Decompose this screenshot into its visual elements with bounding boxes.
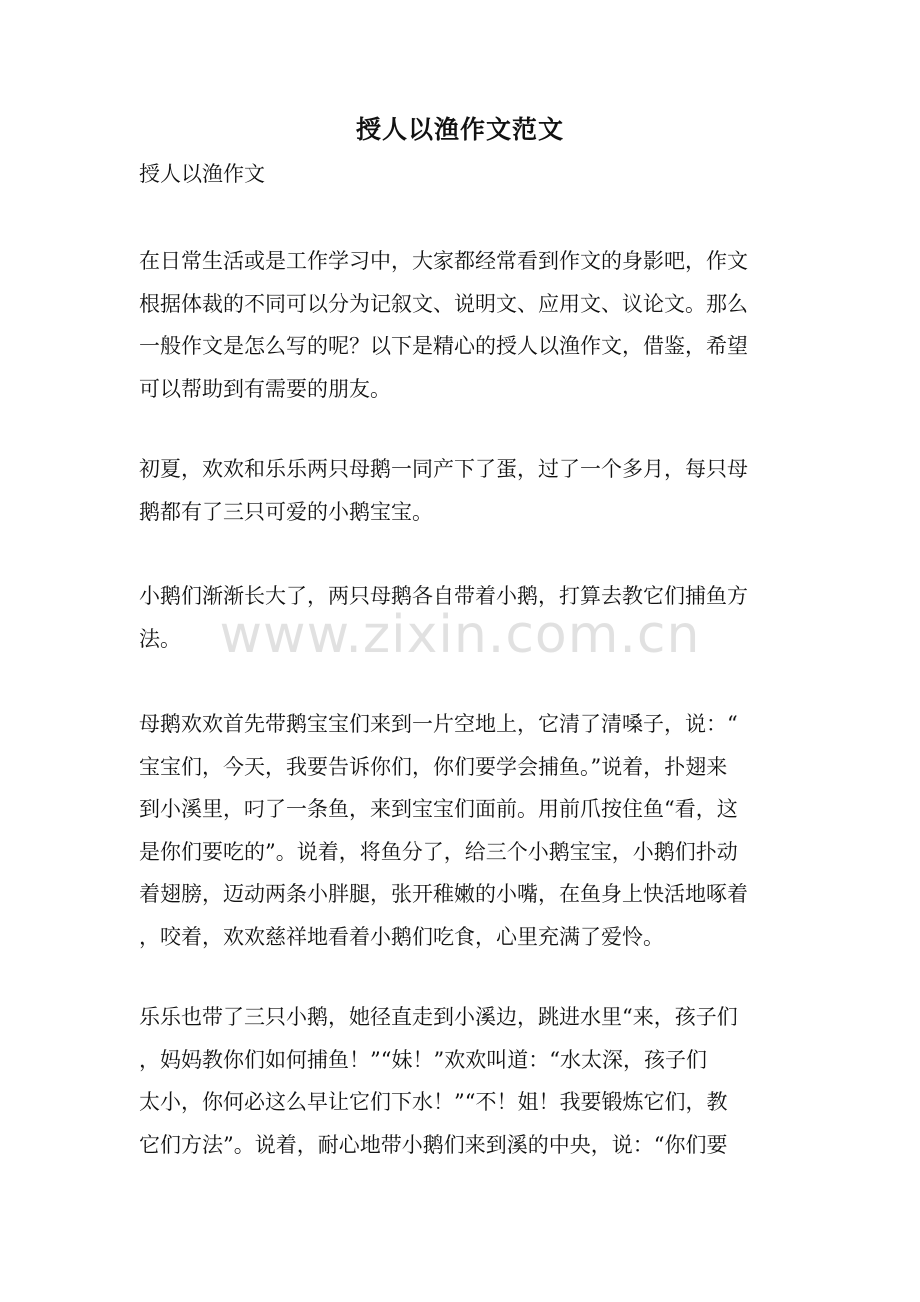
document-title: 授人以渔作文范文	[355, 115, 564, 144]
text-line: 初夏，欢欢和乐乐两只母鹅一同产下了蛋，过了一个多月，每只母	[139, 457, 748, 481]
paragraph-lele	[139, 996, 779, 1166]
text-line: 是你们要吃的”。说着，将鱼分了，给三个小鹅宝宝，小鹅们扑动	[139, 839, 738, 864]
paragraph-intro	[139, 240, 779, 410]
text-line: 根据体裁的不同可以分为记叙文、说明文、应用文、议论文。那么	[139, 291, 748, 316]
watermark: www.zixin.com.cn	[219, 605, 701, 665]
paragraph-huanhuan	[139, 703, 779, 958]
text-line: 它们方法”。说着，耐心地带小鹅们来到溪的中央，说：“你们要	[139, 1132, 728, 1157]
text-line: 着翅膀，迈动两条小胖腿，张开稚嫩的小嘴，在鱼身上快活地啄着	[139, 882, 748, 906]
text-line: 法。	[139, 626, 181, 651]
paragraph-goslings-grow	[139, 575, 779, 660]
text-line: ，咬着，欢欢慈祥地看着小鹅们吃食，心里充满了爱怜。	[139, 924, 664, 949]
document-subtitle: 授人以渔作文	[139, 162, 265, 186]
text-line: 小鹅们渐渐长大了，两只母鹅各自带着小鹅，打算去教它们捕鱼方	[139, 584, 748, 608]
paragraph-early-summer	[139, 448, 779, 533]
text-line: 乐乐也带了三只小鹅，她径直走到小溪边，跳进水里“来，孩子们	[139, 1005, 738, 1029]
text-line: 太小，你何必这么早让它们下水！”“不！姐！我要锻炼它们，教	[139, 1090, 728, 1114]
text-line: 宝宝们，今天，我要告诉你们，你们要学会捕鱼。”说着，扑翅来	[139, 754, 728, 779]
text-line: 到小溪里，叼了一条鱼，来到宝宝们面前。用前爪按住鱼“看，这	[139, 797, 738, 821]
text-line: ，妈妈教你们如何捕鱼！”“妹！”欢欢叫道：“水太深，孩子们	[139, 1047, 707, 1072]
text-line: 在日常生活或是工作学习中，大家都经常看到作文的身影吧，作文	[139, 249, 748, 273]
text-line: 可以帮助到有需要的朋友。	[139, 376, 391, 401]
text-line: 鹅都有了三只可爱的小鹅宝宝。	[139, 499, 433, 524]
text-line: 母鹅欢欢首先带鹅宝宝们来到一片空地上，它清了清嗓子，说：“	[139, 712, 738, 736]
text-line: 一般作文是怎么写的呢？以下是精心的授人以渔作文，借鉴，希望	[139, 334, 748, 358]
